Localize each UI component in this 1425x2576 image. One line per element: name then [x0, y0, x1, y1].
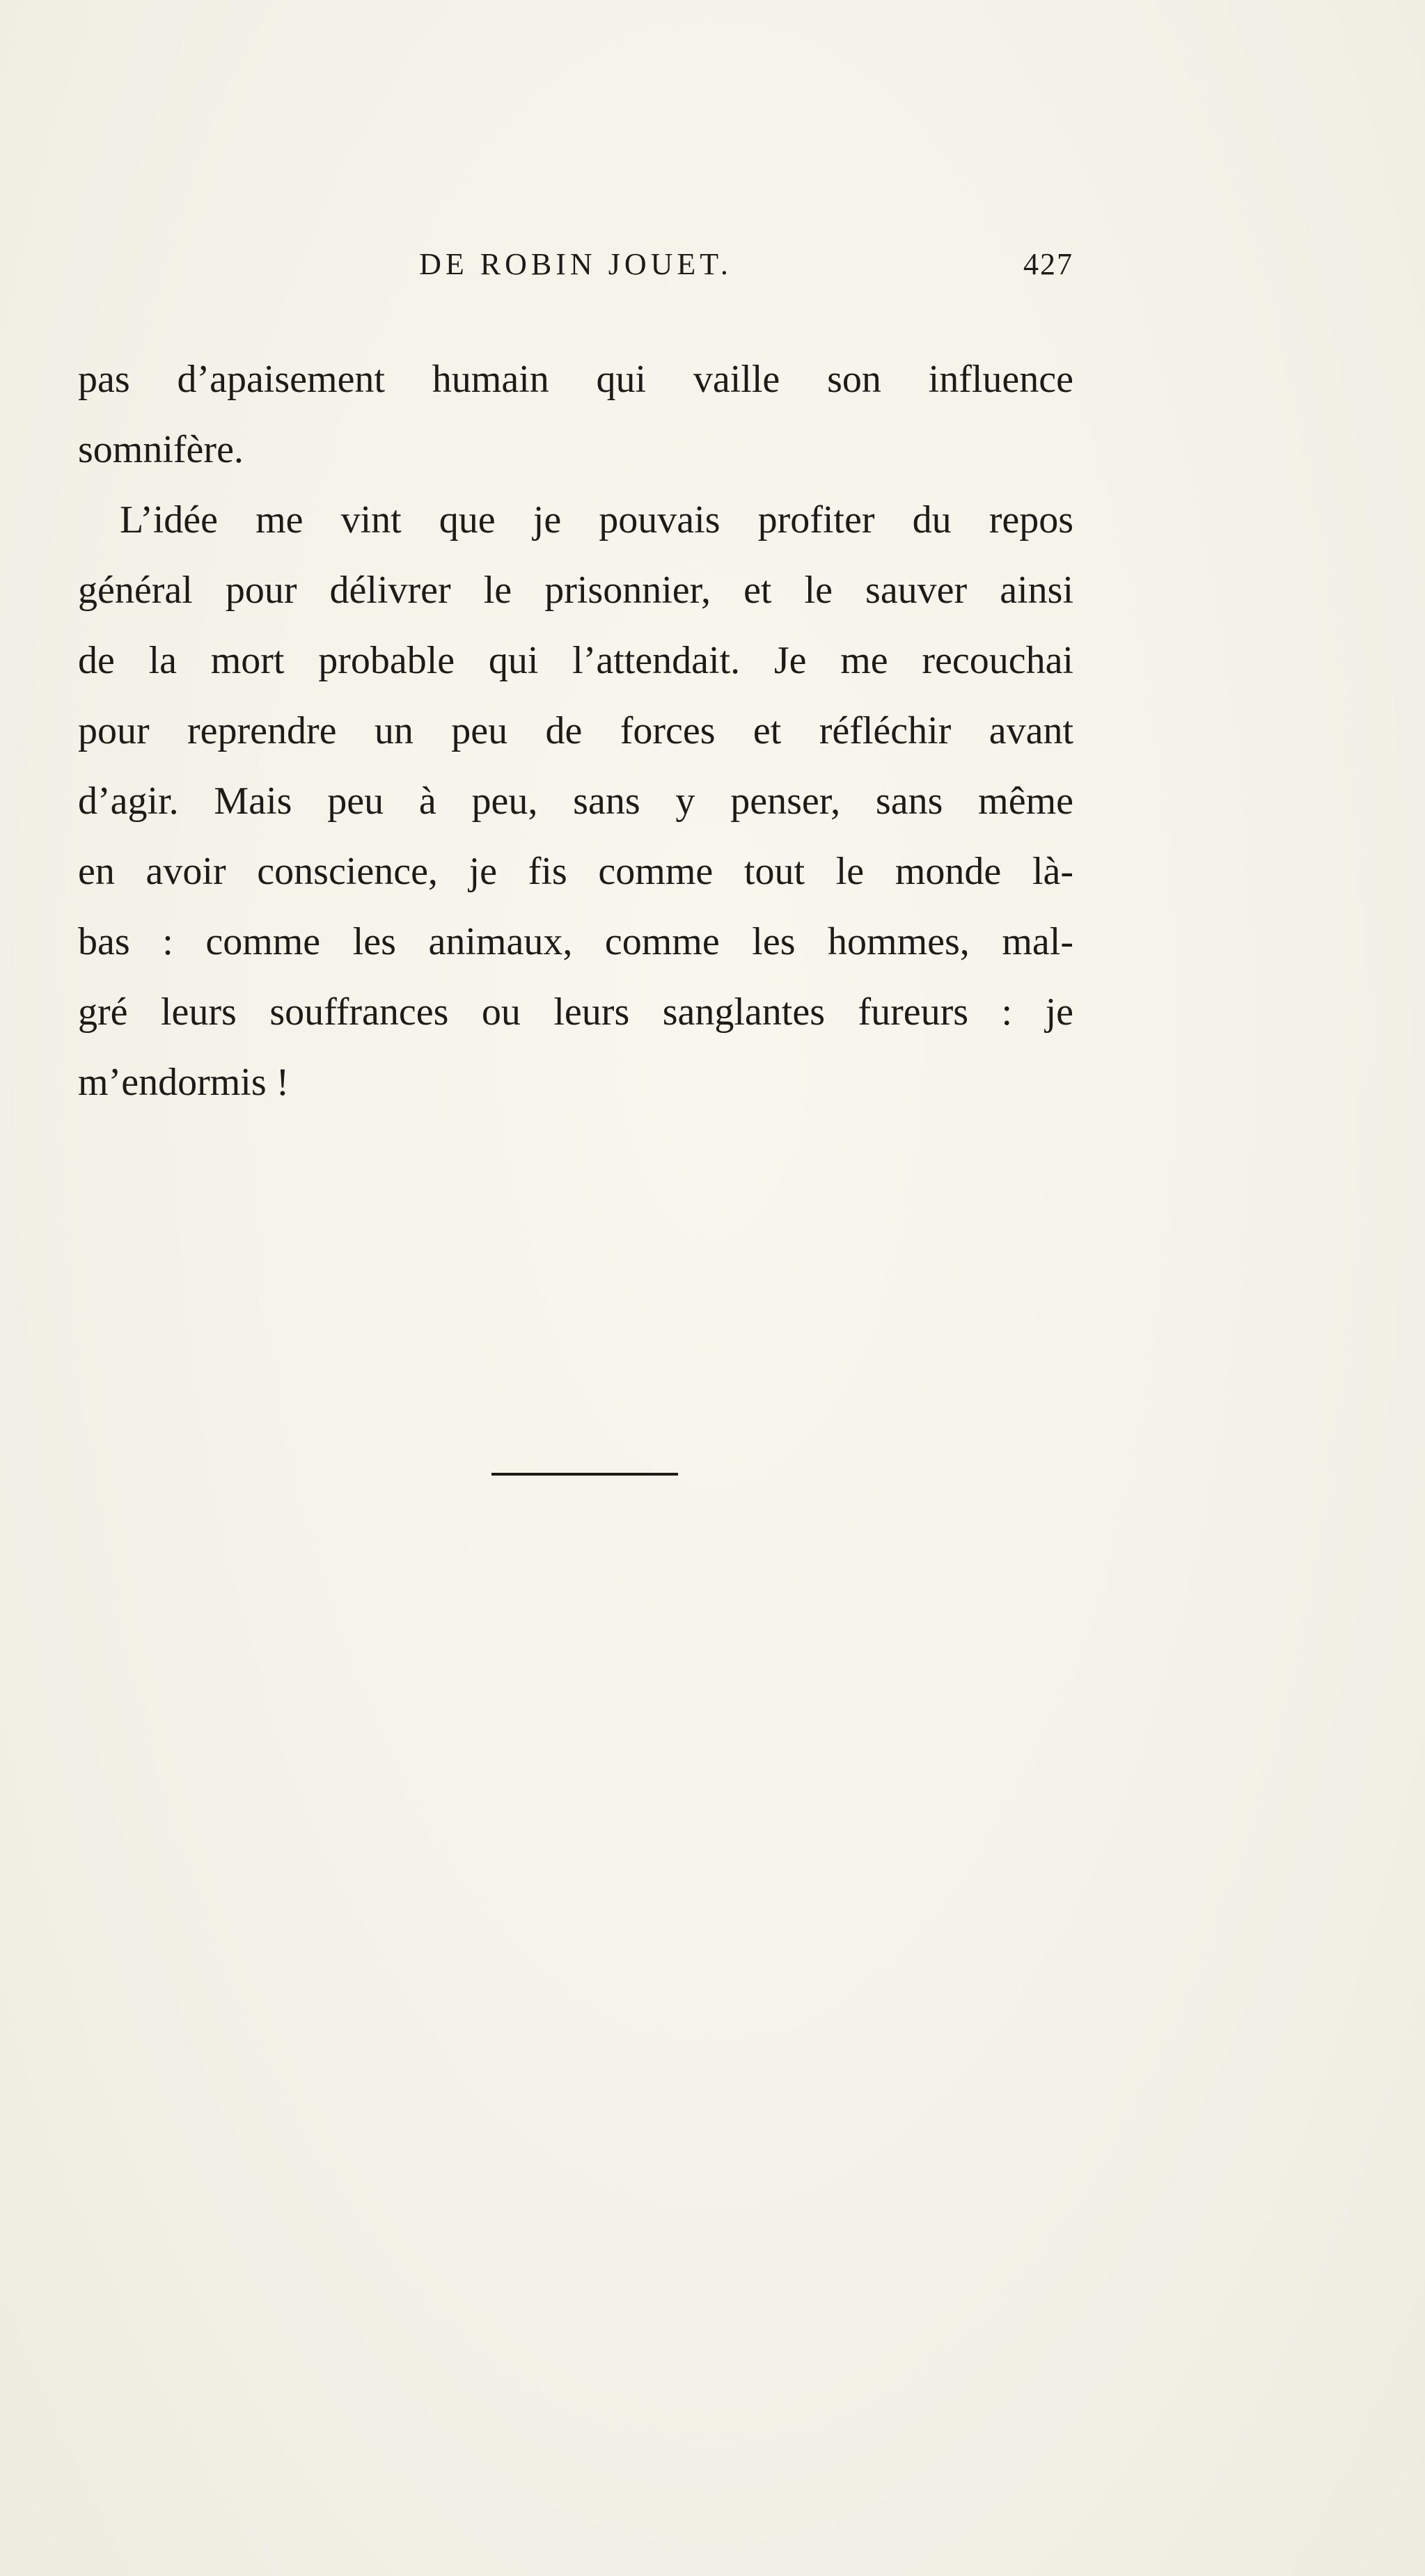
text-line: somnifère. — [78, 428, 244, 471]
running-head — [78, 240, 1073, 289]
text-line: général pour délivrer le prisonnier, et le sauver ainsi — [78, 569, 1073, 612]
text-line: m’endormis ! — [78, 1061, 290, 1104]
text-line: en avoir conscience, je fis comme tout le monde là- — [78, 850, 1073, 893]
end-separator-rule — [491, 1473, 678, 1476]
body-text — [78, 345, 1073, 1118]
text-line: L’idée me vint que je pouvais profiter du repos — [120, 498, 1073, 542]
page-number: 427 — [1023, 247, 1073, 281]
text-line: pour reprendre un peu de forces et réfléchir avant — [78, 709, 1073, 752]
text-line: bas : comme les animaux, comme les hommes, mal- — [78, 920, 1073, 963]
running-title: DE ROBIN JOUET. — [419, 247, 732, 281]
text-line: d’agir. Mais peu à peu, sans y penser, sans même — [78, 780, 1073, 823]
text-line: de la mort probable qui l’attendait. Je me recouchai — [78, 639, 1073, 682]
text-line: pas d’apaisement humain qui vaille son influence — [78, 358, 1073, 401]
text-line: gré leurs souffrances ou leurs sanglantes fureurs : je — [78, 990, 1073, 1034]
